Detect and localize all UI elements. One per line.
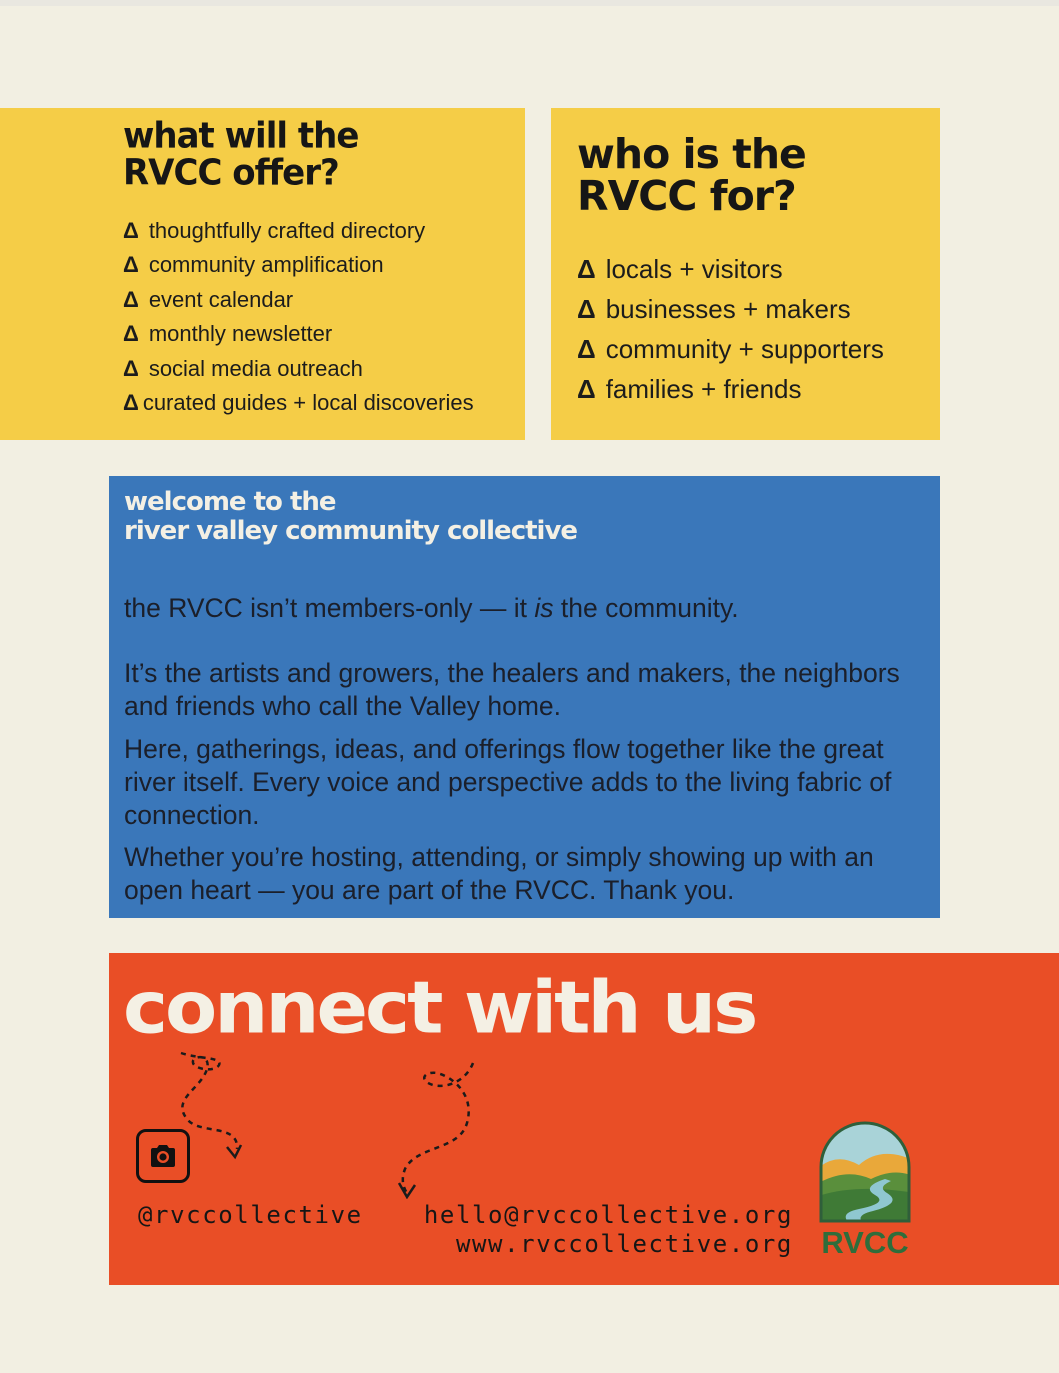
instagram-button[interactable] [136, 1129, 190, 1183]
delta-bullet-icon: Δ [123, 321, 139, 347]
list-item: Δ locals + visitors [577, 254, 783, 284]
list-item: Δ thoughtfully crafted directory [123, 218, 426, 243]
rvcc-logo [815, 1121, 915, 1261]
delta-bullet-icon: Δ [577, 254, 596, 284]
welcome-card [109, 476, 940, 918]
welcome-paragraph: the RVCC isn’t members-only — it is the community. [124, 593, 739, 623]
offer-list [123, 218, 474, 424]
river-valley-logo-icon [815, 1121, 915, 1223]
camera-icon [148, 1143, 178, 1169]
delta-bullet-icon: Δ [123, 252, 139, 278]
offer-title-line2: RVCC offer? [123, 151, 339, 194]
offer-card [0, 108, 525, 440]
offer-title-line1: what will the [123, 115, 359, 158]
email-link[interactable]: hello@rvccollective.org [423, 1201, 793, 1229]
welcome-title-line1: welcome to the [124, 487, 336, 517]
top-strip [0, 0, 1059, 6]
list-item: Δ businesses + makers [577, 294, 851, 324]
delta-bullet-icon: Δ [123, 389, 139, 415]
connect-card [109, 953, 940, 1285]
welcome-paragraph: Whether you’re hosting, attending, or simply showing up with an open heart — you are part of the RVCC. Thank you. [124, 842, 874, 905]
list-item: Δ monthly newsletter [123, 321, 333, 347]
instagram-handle-link[interactable]: @rvccollective [138, 1201, 363, 1229]
connect-title: connect with us [123, 965, 756, 1050]
list-item: Δ curated guides + local discoveries [123, 389, 474, 415]
audience-title-line2: RVCC for? [577, 171, 796, 220]
list-item: Δ families + friends [577, 374, 802, 404]
delta-bullet-icon: Δ [123, 218, 139, 243]
welcome-paragraph: Here, gatherings, ideas, and offerings flow together like the great river itself. Every voice and perspective adds to the living fabric of connection. [124, 734, 892, 830]
website-link[interactable]: www.rvccollective.org [455, 1230, 793, 1258]
dashed-arrow-icon [393, 1059, 483, 1199]
audience-title-line1: who is the [577, 130, 806, 178]
welcome-paragraph: It’s the artists and growers, the healers and makers, the neighbors and friends who call the Valley home. [124, 658, 900, 721]
welcome-title [124, 488, 924, 546]
logo-wordmark: RVCC [821, 1225, 909, 1260]
delta-bullet-icon: Δ [123, 355, 139, 381]
delta-bullet-icon: Δ [577, 334, 596, 364]
audience-card [551, 108, 940, 440]
delta-bullet-icon: Δ [123, 286, 139, 312]
delta-bullet-icon: Δ [577, 374, 596, 404]
list-item: Δ event calendar [123, 286, 294, 312]
list-item: Δ community amplification [123, 252, 384, 278]
list-item: Δ social media outreach [123, 355, 363, 381]
connect-edge [940, 953, 1059, 1285]
offer-title [123, 115, 503, 194]
delta-bullet-icon: Δ [577, 294, 596, 324]
audience-list [577, 254, 884, 414]
welcome-title-line2: river valley community collective [124, 516, 578, 547]
audience-title [577, 130, 927, 220]
list-item: Δ community + supporters [577, 334, 884, 364]
